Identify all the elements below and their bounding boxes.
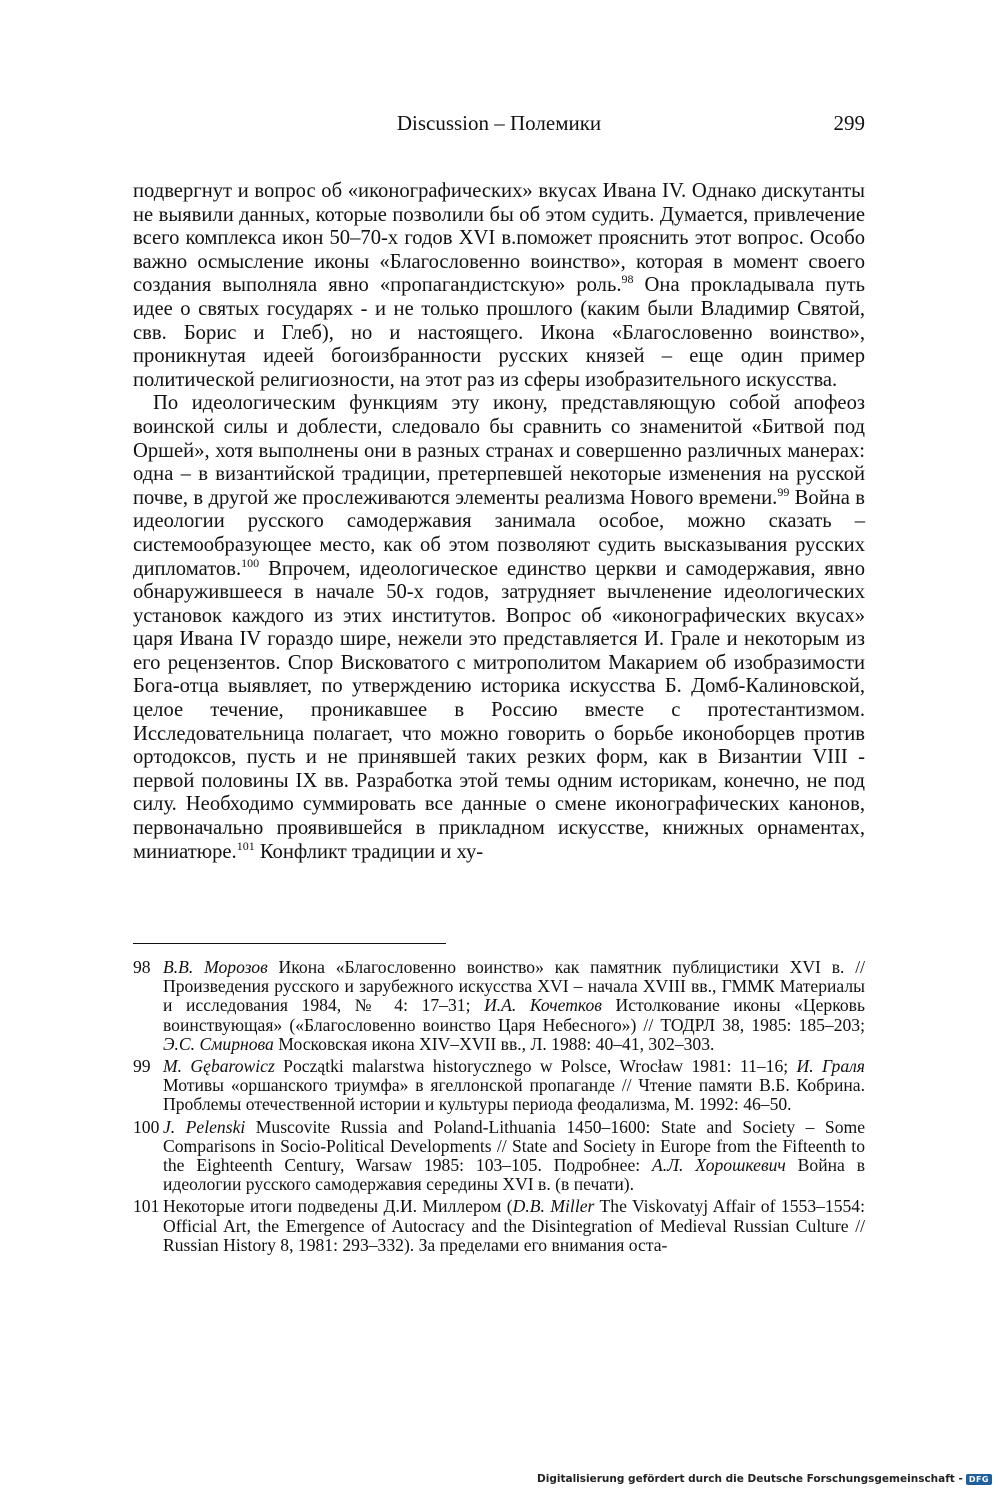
author-name: В.В. Морозов bbox=[163, 957, 268, 977]
footnote-number: 98 bbox=[133, 957, 151, 977]
footnote-number: 100 bbox=[133, 1116, 160, 1137]
author-name: J. Pelenski bbox=[163, 1116, 246, 1137]
footnote-number: 101 bbox=[133, 1196, 160, 1217]
text-run: Она прокладывала путь идее о святых государях - и не только прошлого (каким были Владимир Святой, свв. Борис и Глеб), но и настоящего. Икона «Благословенно воинство», проникнутая идеей богоизбранности русских князей – еще один пример политической религиозности, на этот раз из сферы изобразительного искусства. bbox=[133, 274, 865, 391]
footnote-separator bbox=[133, 943, 446, 944]
text-run: Конфликт традиции и ху- bbox=[254, 840, 484, 863]
author-name: Э.С. Смирнова bbox=[163, 1033, 274, 1054]
footnote-reference: 99 bbox=[777, 484, 790, 499]
main-text bbox=[133, 180, 865, 864]
footer-credit bbox=[537, 1473, 992, 1485]
text-run: Мотивы «оршанского триумфа» в ягеллонской пропаганде // Чтение памяти В.Б. Кобрина. Проблемы отечественной истории и культуры периода феодализма, М. 1992: 46–50. bbox=[163, 1075, 865, 1115]
text-run: Московская икона XIV–XVII вв., Л. 1988: 40–41, 302–303. bbox=[273, 1033, 715, 1054]
text-run: The Viskovatyj Affair of 1553–1554: Official Art, the Emergence of Autocracy and the Disintegration of Medieval Russian Culture // Russian History 8, 1981: 293–332). За пределами его внимания оста- bbox=[163, 1196, 865, 1255]
footnote-text bbox=[163, 1056, 865, 1114]
footnote-reference: 98 bbox=[621, 272, 634, 287]
paragraph bbox=[133, 392, 865, 864]
footer-text: Digitalisierung gefördert durch die Deutsche Forschungsgemeinschaft - bbox=[537, 1473, 963, 1485]
footnote-reference: 100 bbox=[241, 555, 260, 570]
footnote-reference: 101 bbox=[236, 838, 255, 853]
text-run: Początki malarstwa historycznego w Polsce, Wrocław 1981: 11–16; bbox=[274, 1056, 797, 1077]
text-run: Некоторые итоги подведены Д.И. Миллером ( bbox=[163, 1196, 513, 1217]
footnote bbox=[133, 1057, 865, 1115]
footnote-number: 99 bbox=[133, 1056, 151, 1077]
author-name: И.А. Кочетков bbox=[484, 995, 602, 1016]
author-name: M. Gębarowicz bbox=[163, 1056, 275, 1077]
footnotes bbox=[133, 958, 865, 1258]
text-run: Истолкование иконы «Церковь воинствующая» («Благословенно воинство Царя Небесного») // ТОДРЛ 38, 1985: 185–203; bbox=[163, 995, 866, 1035]
running-title: Discussion – Полемики bbox=[396, 111, 602, 135]
author-name: И. Граля bbox=[796, 1056, 865, 1077]
text-run: Икона «Благословенно воинство» как памятник публицистики XVI в. // Произведения русского и зарубежного искусства XVI – начала XVIII вв., ГММК Материалы и исследования 1984, № 4: 17–31; bbox=[163, 957, 865, 1016]
footnote bbox=[133, 958, 865, 1054]
text-run: Война в идеологии русского самодержавия середины XVI в. (в печати). bbox=[163, 1155, 865, 1195]
running-header bbox=[133, 111, 865, 141]
text-run: Война в идеологии русского самодержавия занимала особое, можно сказать – системообразующее место, как об этом позволяют судить высказывания русских дипломатов. bbox=[133, 486, 865, 580]
footnote-text bbox=[163, 1117, 865, 1195]
text-run: Впрочем, идеологическое единство церкви и самодержавия, явно обнаружившееся в начале 50-х годов, затрудняет вычленение идеологических установок каждого из этих институтов. Вопрос об «иконографических вкусах» царя Ивана IV гораздо шире, нежели это представляется И. Грале и некоторым из его рецензентов. Спор Висковатого с митрополитом Макарием об изобразимости Бога-отца выявляет, по утверждению историка искусства Б. Домб-Калиновской, целое течение, проникавшее в Россию вместе с протестантизмом. Исследовательница полагает, что можно говорить о борьбе иконоборцев против ортодоксов, пусть и не принявшей таких резких форм, как в Византии VIII - первой половины IX вв. Разработка этой темы одним историкам, конечно, не под силу. Необходимо суммировать все данные о смене иконографических канонов, первоначально проявившейся в прикладном искусстве, книжных орнаментах, миниатюре. bbox=[133, 557, 865, 863]
page-number: 299 bbox=[833, 111, 865, 135]
text-run: По идеологическим функциям эту икону, представляющую собой апофеоз воинской силы и доблести, следовало бы сравнить со знаменитой «Битвой под Оршей», хотя выполнены они в разных странах и совершенно различных манерах: одна – в византийской традиции, претерпевшей некоторые изменения на русской почве, в другой же прослеживаются элементы реализма Нового времени. bbox=[133, 392, 865, 509]
author-name: А.Л. Хорошкевич bbox=[652, 1155, 786, 1176]
footnote-text bbox=[163, 957, 865, 1054]
footnote bbox=[133, 1197, 865, 1255]
text-run: Muscovite Russia and Poland-Lithuania 1450–1600: State and Society – Some Comparisons in Socio-Political Developments // State and Society in Europe from the Fifteenth to the Eighteenth Century, Warsaw 1985: 103–105. Подробнее: bbox=[163, 1116, 865, 1176]
footnote-text bbox=[163, 1196, 865, 1254]
author-name: D.B. Miller bbox=[512, 1196, 595, 1217]
paragraph bbox=[133, 180, 865, 392]
dfg-logo: DFG bbox=[966, 1474, 992, 1485]
footnote bbox=[133, 1118, 865, 1195]
text-run: подвергнут и вопрос об «иконографических» вкусах Ивана IV. Однако дискутанты не выявили данных, которые позволили бы об этом судить. Думается, привлечение всего комплекса икон 50–70-х годов XVI в.поможет прояснить этот вопрос. Особо важно осмысление иконы «Благословенно воинство», которая в момент своего создания выполняла явно «пропагандистскую» роль. bbox=[133, 180, 865, 297]
